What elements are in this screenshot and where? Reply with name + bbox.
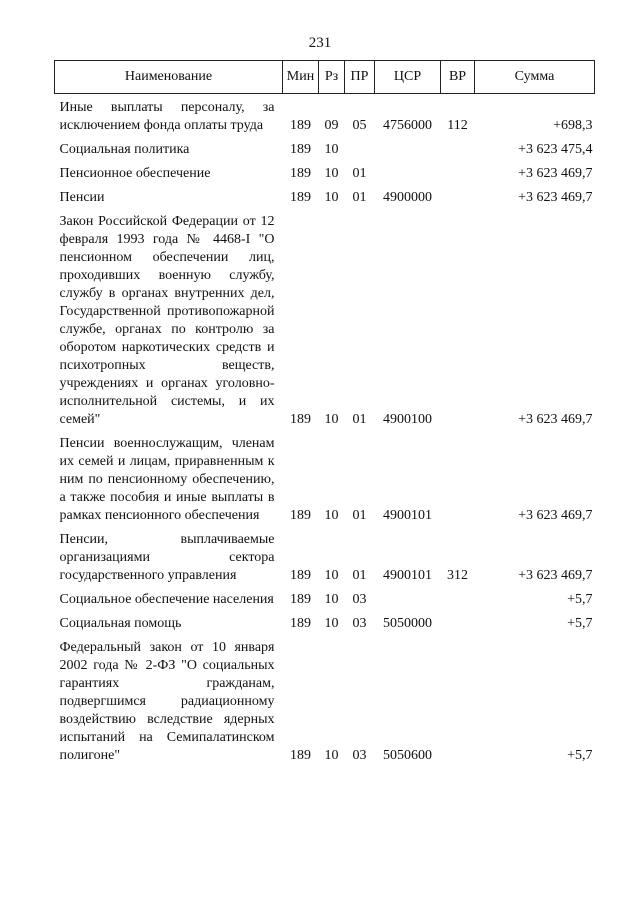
row-csr: 4900101 [383, 508, 432, 523]
row-min: 189 [290, 616, 311, 631]
row-name: Социальное обеспечение населения [59, 592, 274, 607]
table-row [55, 633, 595, 765]
page-number: 231 [308, 35, 332, 51]
row-sum: +3 623 469,7 [518, 190, 593, 205]
row-min: 189 [290, 118, 311, 133]
header-rz: Рз [319, 61, 345, 94]
header-vr: ВР [441, 61, 475, 94]
row-min: 189 [290, 142, 311, 157]
row-vr [441, 585, 475, 609]
budget-table [54, 60, 595, 765]
row-csr: 4900100 [383, 412, 432, 427]
table-row [55, 585, 595, 609]
row-pr: 01 [352, 190, 367, 205]
row-vr: 112 [447, 118, 468, 133]
row-pr: 03 [352, 616, 367, 631]
row-sum: +3 623 469,7 [518, 568, 593, 583]
table-row [55, 429, 595, 525]
table-row [55, 94, 595, 136]
row-vr [441, 429, 475, 525]
row-vr [441, 135, 475, 159]
row-name: Закон Российской Федерации от 12 февраля 1993 года № 4468-I "О пенсионном обеспечении лиц, проходивших военную службу, службу в органах внутренних дел, Государственной противопожарной службе, органах по контролю за оборотом наркотических средств и психотропных веществ, учреждениях и органах уголовно-исполнительной системы, и их семей" [59, 214, 275, 427]
row-pr: 01 [352, 166, 367, 181]
header-pr: ПР [345, 61, 375, 94]
row-rz: 10 [324, 166, 339, 181]
table-header-row [55, 61, 595, 94]
table-row [55, 609, 595, 633]
row-pr: 03 [352, 592, 367, 607]
row-min: 189 [290, 508, 311, 523]
row-vr [441, 609, 475, 633]
row-min: 189 [290, 568, 311, 583]
row-vr [441, 183, 475, 207]
row-csr [375, 159, 441, 183]
row-pr: 01 [352, 568, 367, 583]
row-sum: +3 623 469,7 [518, 412, 593, 427]
row-pr: 05 [352, 118, 367, 133]
row-rz: 10 [324, 142, 339, 157]
table-row [55, 135, 595, 159]
row-name: Пенсии, выплачиваемые организациями сектора государственного управления [59, 532, 275, 583]
row-csr: 5050000 [383, 616, 432, 631]
row-vr [441, 159, 475, 183]
row-rz: 10 [324, 190, 339, 205]
row-sum: +5,7 [567, 592, 593, 607]
row-name: Социальная помощь [59, 616, 182, 631]
header-sum: Сумма [475, 61, 595, 94]
row-rz: 10 [324, 508, 339, 523]
row-csr [375, 585, 441, 609]
row-min: 189 [290, 592, 311, 607]
row-sum: +5,7 [567, 616, 593, 631]
row-csr: 4756000 [383, 118, 432, 133]
row-name: Пенсии военнослужащим, членам их семей и лицам, приравненным к ним по пенсионному обеспечению, а также пособия и иные выплаты в рамках пенсионного обеспечения [59, 436, 275, 523]
row-name: Пенсии [59, 190, 105, 205]
row-pr: 01 [352, 508, 367, 523]
row-vr [441, 207, 475, 429]
row-sum: +5,7 [567, 748, 593, 763]
header-csr: ЦСР [375, 61, 441, 94]
row-sum: +3 623 469,7 [518, 508, 593, 523]
row-sum: +3 623 475,4 [518, 142, 593, 157]
row-csr: 4900000 [383, 190, 432, 205]
row-rz: 09 [324, 118, 339, 133]
row-sum: +698,3 [553, 118, 593, 133]
row-vr: 312 [447, 568, 468, 583]
row-name: Пенсионное обеспечение [59, 166, 211, 181]
row-csr [375, 135, 441, 159]
table-row [55, 183, 595, 207]
row-name: Социальная политика [59, 142, 190, 157]
row-min: 189 [290, 190, 311, 205]
row-vr [441, 633, 475, 765]
row-rz: 10 [324, 412, 339, 427]
table-row [55, 207, 595, 429]
row-min: 189 [290, 748, 311, 763]
row-pr: 01 [352, 412, 367, 427]
table-row [55, 525, 595, 585]
row-name: Федеральный закон от 10 января 2002 года № 2-ФЗ "О социальных гарантиях гражданам, подвергшимся радиационному воздействию вследствие ядерных испытаний на Семипалатинском полигоне" [59, 640, 275, 763]
row-csr: 5050600 [383, 748, 432, 763]
table-row [55, 159, 595, 183]
row-rz: 10 [324, 592, 339, 607]
row-rz: 10 [324, 568, 339, 583]
header-name: Наименование [55, 61, 283, 94]
row-pr [345, 135, 375, 159]
row-rz: 10 [324, 748, 339, 763]
header-min: Мин [283, 61, 319, 94]
row-csr: 4900101 [383, 568, 432, 583]
row-rz: 10 [324, 616, 339, 631]
row-name: Иные выплаты персоналу, за исключением фонда оплаты труда [59, 100, 275, 133]
row-pr: 03 [352, 748, 367, 763]
row-min: 189 [290, 412, 311, 427]
row-min: 189 [290, 166, 311, 181]
row-sum: +3 623 469,7 [518, 166, 593, 181]
